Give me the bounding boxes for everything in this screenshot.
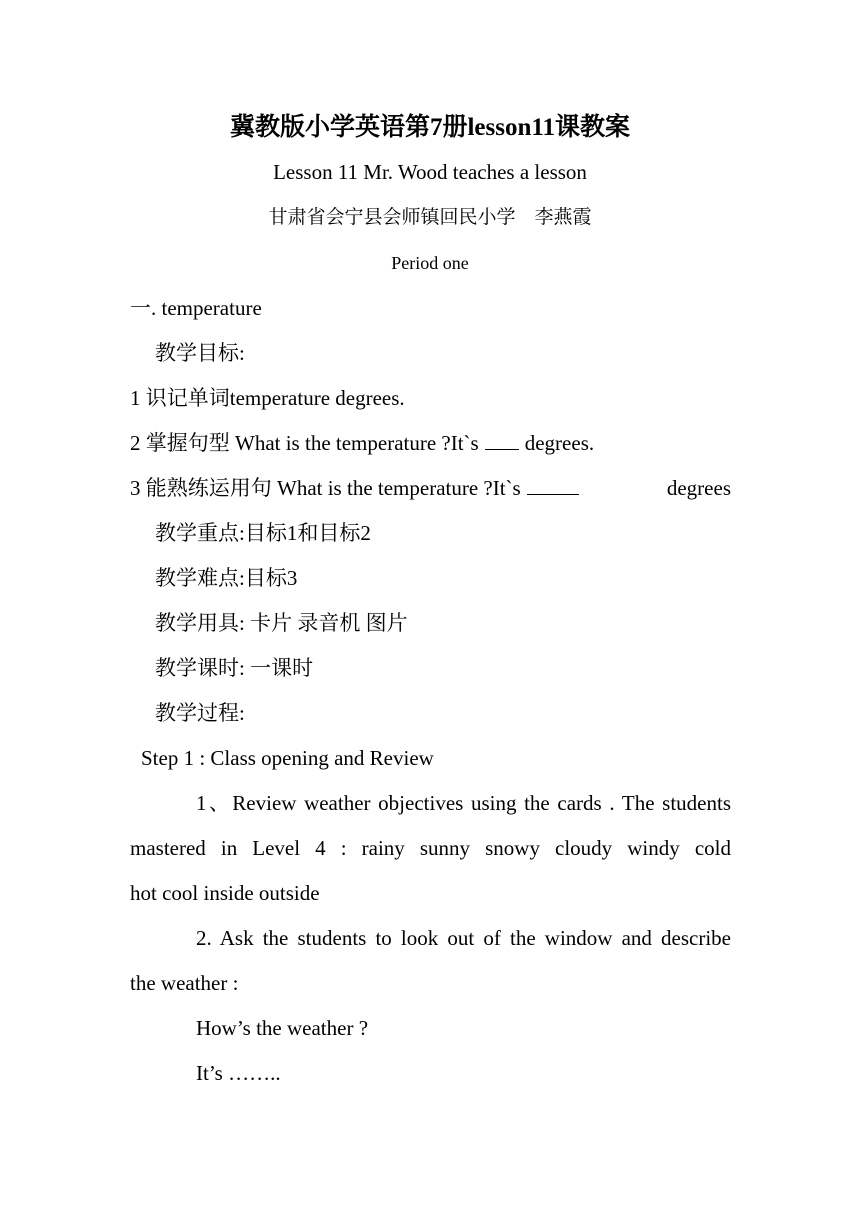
objective-3-text: 3 能熟练运用句 What is the temperature ?It`s [130, 476, 521, 500]
period-label: Period one [391, 253, 469, 273]
objective-2 [130, 429, 594, 457]
question-line: How’s the weather ? [196, 1016, 369, 1040]
fill-blank [485, 429, 519, 450]
answer-line: It’s …….. [196, 1061, 281, 1085]
objective-1: 1 识记单词temperature degrees. [130, 386, 405, 410]
paragraph-1-line-1: 1、Review weather objectives using the cards . The students [196, 791, 731, 815]
document-title: 冀教版小学英语第7册lesson11课教案 [229, 114, 631, 141]
paragraph-1-line-3: hot cool inside outside [130, 881, 320, 905]
paragraph-2-line-1: 2. Ask the students to look out of the window and describe [196, 926, 731, 950]
teaching-tools: 教学用具: 卡片 录音机 图片 [155, 611, 408, 635]
teaching-hours: 教学课时: 一课时 [155, 656, 314, 680]
objective-2-end: degrees. [524, 431, 595, 455]
author-line: 甘肃省会宁县会师镇回民小学 李燕霞 [268, 207, 592, 228]
fill-blank [527, 474, 579, 495]
objectives-label: 教学目标: [155, 341, 245, 365]
process-label: 教学过程: [155, 701, 245, 725]
section-heading: 一. temperature [130, 296, 262, 320]
paragraph-2-line-2: the weather : [130, 971, 239, 995]
paragraph-1-line-2: mastered in Level 4 : rainy sunny snowy cloudy windy cold [130, 836, 731, 860]
difficulties: 教学难点:目标3 [155, 566, 298, 590]
key-points: 教学重点:目标1和目标2 [155, 521, 371, 545]
objective-3-end: degrees [666, 476, 731, 500]
objective-2-text: 2 掌握句型 What is the temperature ?It`s [130, 431, 479, 455]
objective-3 [130, 474, 731, 502]
step-1-heading: Step 1 : Class opening and Review [141, 746, 434, 770]
lesson-subtitle: Lesson 11 Mr. Wood teaches a lesson [273, 160, 587, 184]
